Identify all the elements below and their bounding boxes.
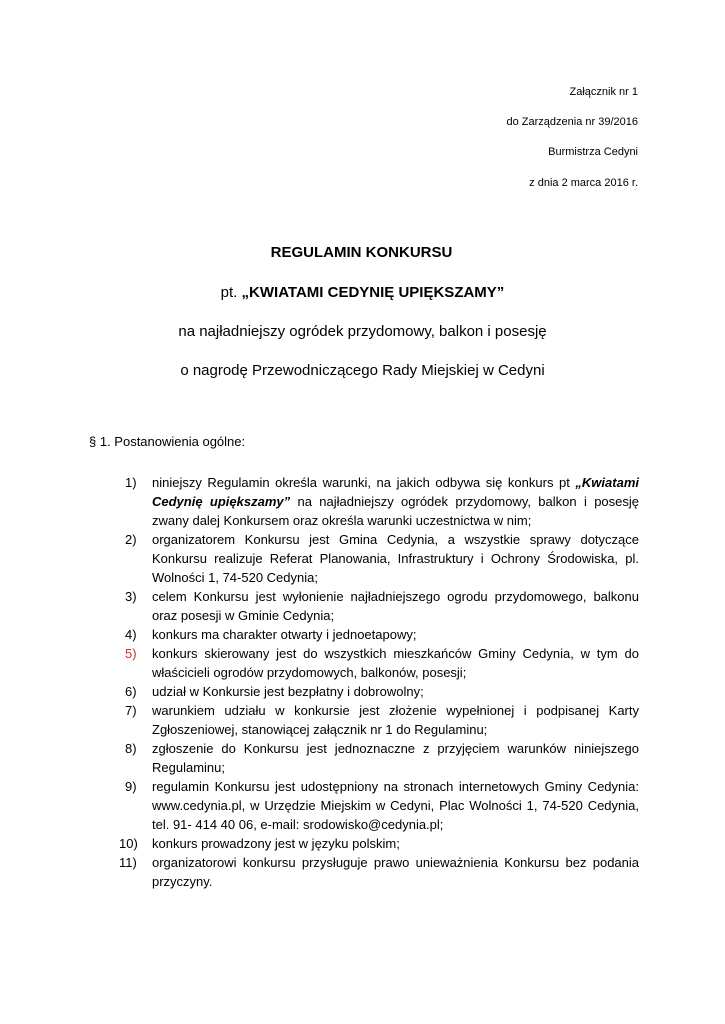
list-item (125, 644, 639, 682)
list-item-number: 3) (125, 589, 137, 604)
list-item-number: 2) (125, 532, 137, 547)
list-item-text: regulamin Konkursu jest udostępniony na stronach internetowych Gminy Cedynia: www.cedynia.pl, w Urzędzie Miejskim w Cedyni, Plac Wolności 1, 74-520 Cedynia, tel. 91- 414 40 06, e-mail: srodowisko@cedynia.pl; (152, 779, 639, 832)
list-item-number: 1) (125, 475, 137, 490)
subtitle-prefix: pt. (220, 284, 242, 301)
list-item-number: 7) (125, 703, 137, 718)
annex-header (507, 86, 638, 207)
list-item (125, 682, 639, 701)
list-item-contest-name: „Kwiatami Cedynię upiększamy” (152, 475, 639, 509)
list-item (125, 530, 639, 587)
subtitle-contest-name: „KWIATAMI CEDYNIĘ UPIĘKSZAMY” (241, 284, 505, 301)
document-titles (0, 244, 725, 379)
document-subtitle-line-3: na najładniejszy ogródek przydomowy, balkon i posesję (178, 323, 547, 340)
list-item (125, 587, 639, 625)
list-item-number: 10) (119, 836, 138, 851)
list-item-text: zgłoszenie do Konkursu jest jednoznaczne z przyjęciem warunków niniejszego Regulaminu; (152, 741, 639, 775)
list-item-number: 9) (125, 779, 137, 794)
list-item-text: konkurs prowadzony jest w języku polskim; (152, 836, 400, 851)
list-item-number: 8) (125, 741, 137, 756)
annex-line-3: Burmistrza Cedyni (548, 146, 638, 159)
provisions-list (119, 473, 639, 891)
document-title: REGULAMIN KONKURSU (270, 244, 453, 261)
list-item-text: konkurs skierowany jest do wszystkich mieszkańców Gminy Cedynia, w tym do właścicieli ogrodów przydomowych, balkonów, posesji; (152, 646, 639, 680)
list-item-text: celem Konkursu jest wyłonienie najładniejszego ogrodu przydomowego, balkonu oraz posesji w Gminie Cedynia; (152, 589, 639, 623)
annex-line-4: z dnia 2 marca 2016 r. (529, 176, 638, 189)
list-item-text: organizatorowi konkursu przysługuje prawo unieważnienia Konkursu bez podania przyczyny. (152, 855, 639, 889)
list-item-text: konkurs ma charakter otwarty i jednoetapowy; (152, 627, 417, 642)
list-item-number: 6) (125, 684, 137, 699)
document-subtitle (0, 284, 725, 301)
list-item-text: udział w Konkursie jest bezpłatny i dobrowolny; (152, 684, 424, 699)
annex-line-1: Załącznik nr 1 (569, 86, 638, 98)
list-item-number: 5) (125, 646, 137, 661)
list-item (125, 739, 639, 777)
annex-line-2: do Zarządzenia nr 39/2016 (506, 116, 638, 129)
list-item (125, 625, 639, 644)
list-item (119, 834, 639, 853)
list-item (125, 473, 639, 530)
list-item-number: 11) (119, 855, 137, 870)
list-item (119, 853, 639, 891)
list-item-text: organizatorem Konkursu jest Gmina Cedynia, a wszystkie sprawy dotyczące Konkursu realizuje Referat Planowania, Infrastruktury i Ochrony Środowiska, pl. Wolności 1, 74-520 Cedynia; (152, 532, 639, 585)
section-heading: § 1. Postanowienia ogólne: (89, 434, 246, 449)
list-item-number: 4) (125, 627, 137, 642)
list-item-text-pre: niniejszy Regulamin określa warunki, na jakich odbywa się konkurs pt (152, 475, 576, 490)
list-item (125, 701, 639, 739)
list-item (125, 777, 639, 834)
document-subtitle-line-4: o nagrodę Przewodniczącego Rady Miejskiej w Cedyni (180, 362, 545, 379)
list-item-text: warunkiem udziału w konkursie jest złożenie wypełnionej i podpisanej Karty Zgłoszeniowej, stanowiącej załącznik nr 1 do Regulaminu; (152, 703, 639, 737)
list-item-text-post: na najładniejszy ogródek przydomowy, balkon i posesję zwany dalej Konkursem oraz określa warunki uczestnictwa w nim; (152, 494, 639, 528)
